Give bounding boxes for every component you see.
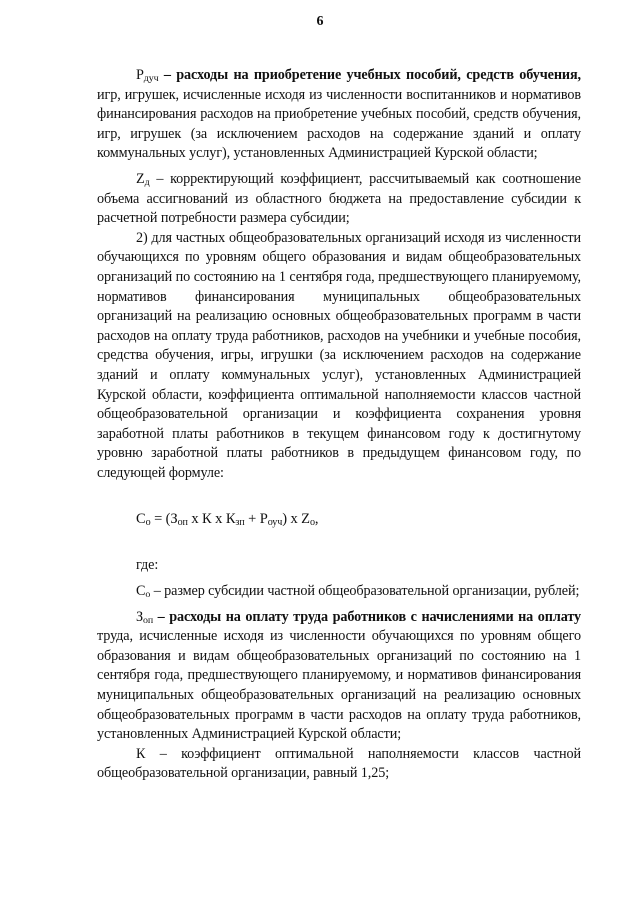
formula-c-sub: о bbox=[145, 517, 151, 529]
symbol-c-subscript: о bbox=[145, 589, 151, 601]
paragraph-z-op-lead: – расходы на оплату труда работников с начислениями на оплату bbox=[153, 608, 581, 625]
paragraph-r-duch bbox=[97, 66, 581, 164]
paragraph-r-duch-text: игр, игрушек, исчисленные исходя из численности воспитанников и нормативов финансирования расходов на приобретение учебных пособий, средств обучения, игр, игрушек (за исключением расходов на содержание зданий и оплату коммунальных услуг), установленных Администрацией Курской области; bbox=[97, 86, 581, 162]
symbol-r: Р bbox=[136, 67, 144, 83]
symbol-zop-subscript: оп bbox=[143, 614, 154, 626]
paragraph-k: К – коэффициент оптимальной наполняемости классов частной общеобразовательной организации, равный 1,25; bbox=[97, 745, 581, 782]
paragraph-z-op-text: труда, исчисленные исходя из численности обучающихся по уровням общего образования и видам общеобразовательных организаций по состоянию на 1 сентября года, предшествующего планируемому, и нормативов финансирования муниципальных общеобразовательных организаций на реализацию основных общеобразовательных программ в части расходов на оплату труда работников, установленных Администрацией Курской области; bbox=[97, 628, 581, 743]
formula-end: , bbox=[314, 511, 319, 528]
symbol-r-subscript: дуч bbox=[143, 72, 159, 84]
paragraph-c-o bbox=[97, 582, 581, 602]
symbol-z: Z bbox=[136, 170, 145, 187]
formula-c: С bbox=[136, 511, 146, 528]
formula-z-sub: оп bbox=[177, 517, 188, 529]
formula-plus: + Р bbox=[244, 511, 268, 528]
formula-tail: ) х Z bbox=[282, 511, 310, 528]
formula-p-sub: оуч bbox=[267, 517, 283, 529]
page-number: 6 bbox=[316, 14, 324, 29]
formula-eq: = (З bbox=[150, 511, 178, 528]
paragraph-z-op bbox=[97, 608, 581, 745]
symbol-zop: З bbox=[136, 608, 144, 625]
paragraph-r-duch-lead: – расходы на приобретение учебных пособий, средств обучения, bbox=[158, 67, 581, 83]
paragraph-c-o-text: – размер субсидии частной общеобразовательной организации, рублей; bbox=[150, 583, 580, 600]
formula-k-sub: зп bbox=[235, 517, 245, 529]
paragraph-item-2: 2) для частных общеобразовательных организаций исходя из численности обучающихся по уровням общего образования и видам общеобразовательных организаций по состоянию на 1 сентября года, предшествующего планируемому, нормативов финансирования муниципальных общеобразовательных организаций на реализацию основных общеобразовательных программ в части расходов на оплату труда работников, расходов на учебники и учебные пособия, средства обучения, игры, игрушки (за исключением расходов на содержание зданий и оплату коммунальных услуг), установленных Администрацией Курской области, коэффициента оптимальной наполняемости классов частной общеобразовательной организации и коэффициента сохранения уровня заработной платы работников в текущем финансовом году к достигнутому уровню заработной платы работников в предыдущем финансовом году, по следующей формуле: bbox=[97, 229, 581, 481]
where-label: где: bbox=[136, 557, 159, 574]
formula-zo-sub: о bbox=[309, 517, 315, 529]
symbol-z-subscript: д bbox=[144, 176, 150, 188]
formula-mid: х К х К bbox=[187, 511, 236, 528]
symbol-c: С bbox=[136, 583, 146, 600]
paragraph-z-d bbox=[97, 170, 581, 229]
formula bbox=[97, 509, 581, 529]
document-body bbox=[97, 66, 581, 784]
paragraph-z-d-text: – корректирующий коэффициент, рассчитываемый как соотношение объема ассигнований из областного бюджета на предоставление субсидии к расчетной потребности размера субсидии; bbox=[97, 170, 581, 227]
